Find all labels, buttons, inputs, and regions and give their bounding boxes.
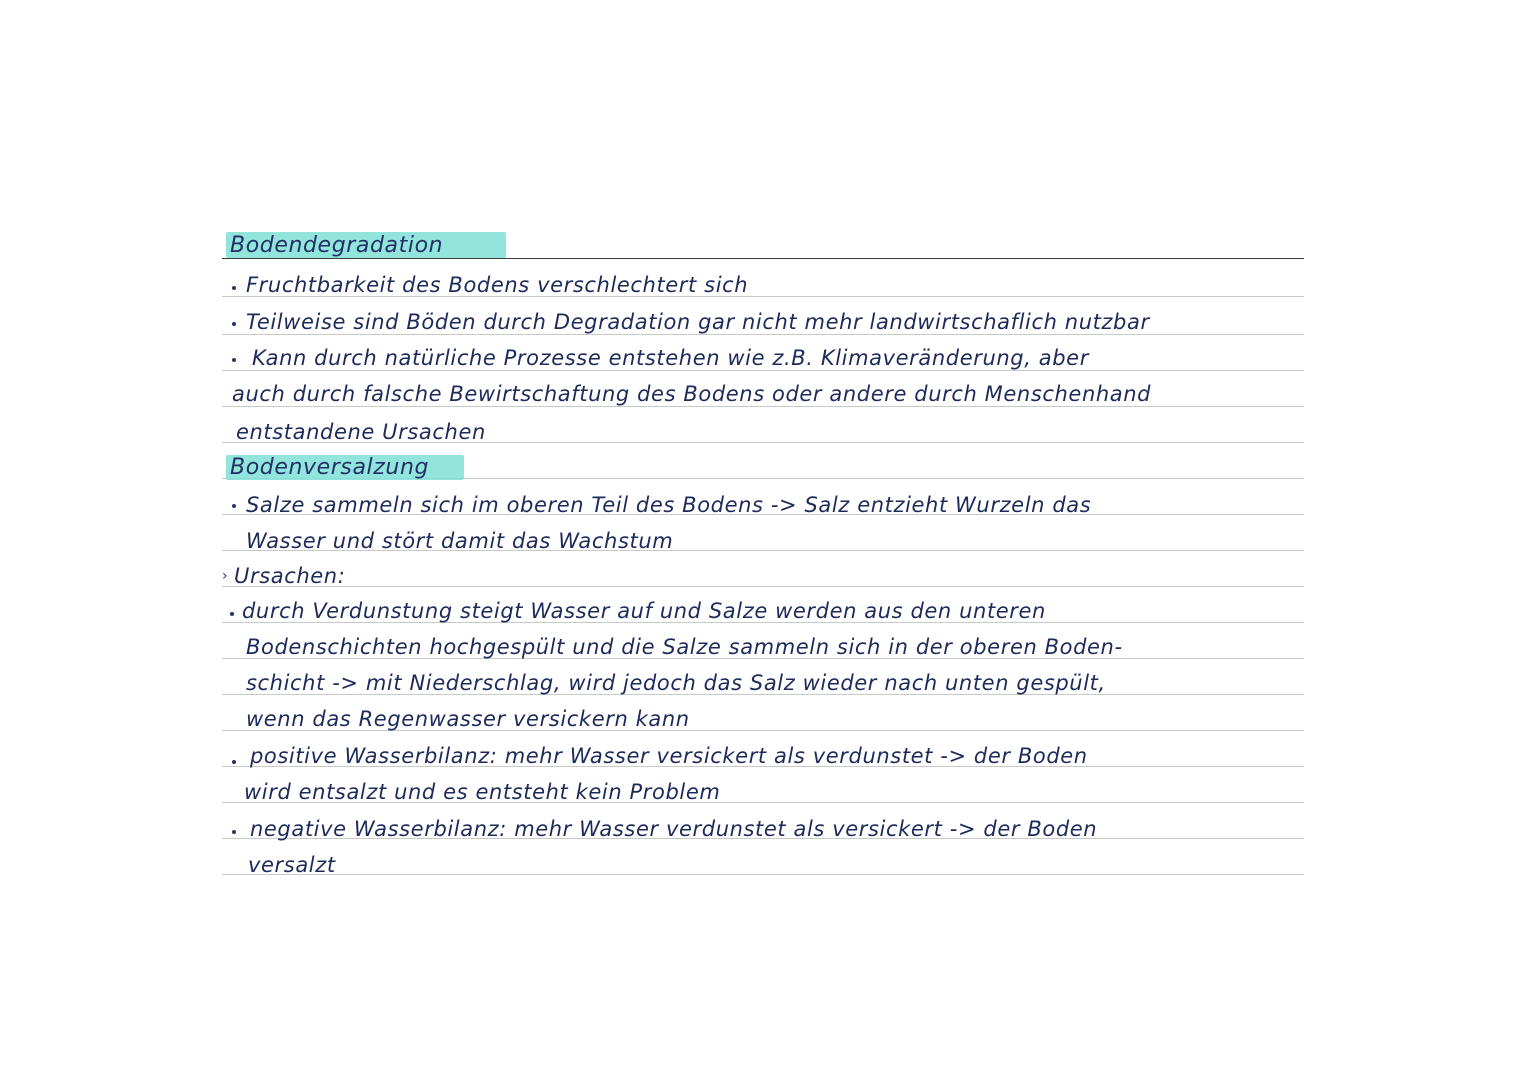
note-line: positive Wasserbilanz: mehr Wasser versickert als verdunstet -> der Boden bbox=[250, 744, 1088, 768]
note-line: wird entsalzt und es entsteht kein Problem bbox=[244, 780, 721, 804]
note-line: schicht -> mit Niederschlag, wird jedoch das Salz wieder nach unten gespült, bbox=[246, 671, 1106, 695]
section-heading-bodenversalzung: Bodenversalzung bbox=[230, 455, 430, 480]
bullet-dot bbox=[232, 358, 236, 362]
note-line: versalzt bbox=[248, 853, 336, 877]
note-line: Ursachen: bbox=[234, 564, 346, 588]
bullet-dot bbox=[232, 504, 236, 508]
note-line: Salze sammeln sich im oberen Teil des Bodens -> Salz entzieht Wurzeln das bbox=[246, 493, 1092, 517]
note-line: Teilweise sind Böden durch Degradation gar nicht mehr landwirtschaflich nutzbar bbox=[246, 310, 1150, 334]
arrow-bullet-icon: › bbox=[222, 568, 228, 584]
ruled-line bbox=[222, 874, 1304, 875]
note-line: Fruchtbarkeit des Bodens verschlechtert sich bbox=[246, 273, 749, 297]
note-line: auch durch falsche Bewirtschaftung des Bodens oder andere durch Menschenhand bbox=[232, 382, 1152, 406]
note-line: durch Verdunstung steigt Wasser auf und Salze werden aus den unteren bbox=[242, 599, 1046, 623]
section-heading-bodendegradation: Bodendegradation bbox=[230, 233, 444, 258]
bullet-dot bbox=[232, 760, 236, 764]
note-line: entstandene Ursachen bbox=[236, 420, 486, 444]
bullet-dot bbox=[232, 830, 236, 834]
bullet-dot bbox=[232, 322, 236, 326]
note-line: Wasser und stört damit das Wachstum bbox=[246, 529, 674, 553]
bullet-dot bbox=[230, 612, 234, 616]
ruled-line bbox=[222, 586, 1304, 587]
note-line: Kann durch natürliche Prozesse entstehen wie z.B. Klimaveränderung, aber bbox=[252, 346, 1089, 370]
note-line: Bodenschichten hochgespült und die Salze sammeln sich in der oberen Boden- bbox=[246, 635, 1123, 659]
note-line: wenn das Regenwasser versickern kann bbox=[246, 707, 690, 731]
note-line: negative Wasserbilanz: mehr Wasser verdunstet als versickert -> der Boden bbox=[250, 817, 1098, 841]
bullet-dot bbox=[232, 286, 236, 290]
